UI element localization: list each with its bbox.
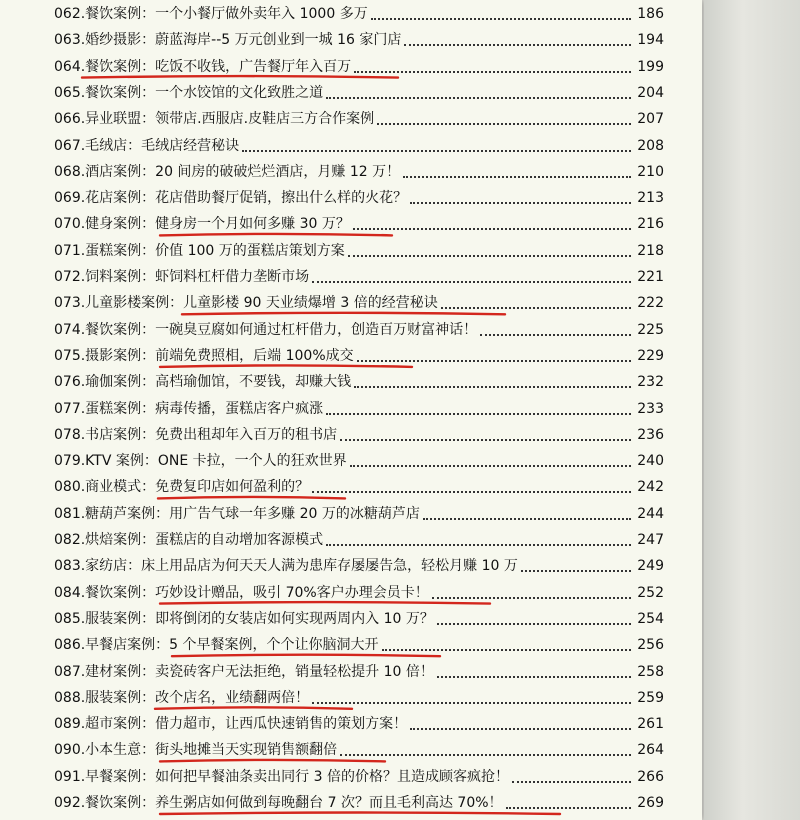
toc-entry[interactable] xyxy=(54,369,664,396)
dot-leader xyxy=(326,412,631,415)
toc-entry[interactable] xyxy=(54,264,664,291)
entry-number: 088. xyxy=(54,689,86,706)
dot-leader xyxy=(432,596,631,599)
entry-title: 瑜伽案例：高档瑜伽馆，不要钱，却赚大钱 xyxy=(85,374,352,391)
entry-page-number: 266 xyxy=(637,768,664,785)
dot-leader xyxy=(437,675,631,678)
entry-page-number: 247 xyxy=(637,532,664,548)
entry-number: 081. xyxy=(54,505,86,522)
entry-page-number: 232 xyxy=(637,374,664,391)
dot-leader xyxy=(410,201,631,204)
entry-page-number: 269 xyxy=(637,795,664,811)
toc-entry[interactable] xyxy=(54,580,664,607)
toc-entry[interactable] xyxy=(54,54,664,81)
entry-page-number: 256 xyxy=(637,637,664,654)
entry-page-number: 254 xyxy=(637,610,664,627)
toc-entry[interactable] xyxy=(54,396,664,423)
entry-title: 小本生意：街头地摊当天实现销售额翻倍 xyxy=(85,742,338,759)
entry-number: 069. xyxy=(54,190,86,207)
dot-leader xyxy=(242,149,631,152)
entry-number: 080. xyxy=(54,479,86,496)
toc-entry[interactable] xyxy=(54,553,664,580)
entry-page-number: 259 xyxy=(637,689,664,706)
entry-title: 餐饮案例：一个水饺馆的文化致胜之道 xyxy=(85,84,324,101)
dot-leader xyxy=(357,359,631,362)
entry-number: 078. xyxy=(54,426,86,443)
entry-number: 091. xyxy=(54,768,86,785)
dot-leader xyxy=(312,701,631,704)
dot-leader xyxy=(377,122,631,125)
entry-title: 蛋糕案例：病毒传播，蛋糕店客户疯涨 xyxy=(85,400,324,417)
toc-entry[interactable] xyxy=(54,790,664,817)
entry-page-number: 199 xyxy=(637,58,664,75)
entry-page-number: 233 xyxy=(637,400,664,417)
entry-title: 摄影案例：前端免费照相，后端 100%成交 xyxy=(85,347,354,364)
dot-leader xyxy=(371,17,631,20)
entry-number: 070. xyxy=(54,216,86,233)
entry-page-number: 240 xyxy=(637,453,664,470)
entry-number: 062. xyxy=(54,6,86,22)
entry-title: 餐饮案例：一个小餐厅做外卖年入 1000 多万 xyxy=(85,6,368,22)
entry-page-number: 216 xyxy=(637,216,664,233)
toc-entry[interactable] xyxy=(54,185,664,212)
toc-entry[interactable] xyxy=(54,317,664,344)
dot-leader xyxy=(512,780,631,783)
dot-leader xyxy=(403,175,631,178)
entry-number: 075. xyxy=(54,347,86,364)
entry-title: 早餐店案例：5 个早餐案例，个个让你脑洞大开 xyxy=(85,637,379,654)
entry-title: 蛋糕案例：价值 100 万的蛋糕店策划方案 xyxy=(85,242,345,259)
entry-title: 花店案例：花店借助餐厅促销，擦出什么样的火花？ xyxy=(85,190,408,207)
entry-number: 087. xyxy=(54,663,86,680)
entry-title: 婚纱摄影：蔚蓝海岸--5 万元创业到一城 16 家门店 xyxy=(85,32,402,49)
toc-entry[interactable] xyxy=(54,422,664,449)
dot-leader xyxy=(437,622,631,625)
entry-number: 079. xyxy=(54,453,86,470)
dot-leader xyxy=(326,96,631,99)
dot-leader xyxy=(350,464,631,467)
entry-number: 072. xyxy=(54,269,86,285)
entry-title: 餐饮案例：养生粥店如何做到每晚翻台 7 次？而且毛利高达 70%！ xyxy=(85,795,503,811)
entry-title: 餐饮案例：一碗臭豆腐如何通过杠杆借力，创造百万财富神话！ xyxy=(85,321,478,338)
entry-number: 085. xyxy=(54,610,86,627)
entry-number: 083. xyxy=(54,558,86,575)
entry-title: 儿童影楼案例：儿童影楼 90 天业绩爆增 3 倍的经营秘诀 xyxy=(85,295,438,312)
entry-page-number: 264 xyxy=(637,742,664,759)
toc-entry[interactable] xyxy=(54,711,664,738)
entry-title: 健身案例：健身房一个月如何多赚 30 万？ xyxy=(85,216,350,233)
dot-leader xyxy=(353,227,631,230)
entry-page-number: 210 xyxy=(637,163,664,180)
toc-entry[interactable] xyxy=(54,606,664,633)
toc-entry[interactable] xyxy=(54,501,664,528)
entry-number: 066. xyxy=(54,111,86,128)
entry-title: 酒店案例：20 间房的破破烂烂酒店，月赚 12 万！ xyxy=(85,163,401,180)
entry-page-number: 194 xyxy=(637,32,664,49)
entry-page-number: 225 xyxy=(637,321,664,338)
dot-leader xyxy=(423,517,631,520)
toc-entry[interactable] xyxy=(54,106,664,133)
entry-title: 烘焙案例：蛋糕店的自动增加客源模式 xyxy=(85,532,324,548)
toc-entry[interactable] xyxy=(54,527,664,554)
toc-entry[interactable] xyxy=(54,1,664,28)
toc-entry[interactable] xyxy=(54,80,664,107)
dot-leader xyxy=(506,806,631,809)
entry-number: 089. xyxy=(54,716,86,733)
toc-entry[interactable] xyxy=(54,290,664,317)
entry-number: 092. xyxy=(54,795,86,811)
entry-number: 071. xyxy=(54,242,86,259)
dot-leader xyxy=(312,490,631,493)
dot-leader xyxy=(340,753,631,756)
entry-title: 书店案例：免费出租却年入百万的租书店 xyxy=(85,426,338,443)
entry-page-number: 221 xyxy=(637,269,664,285)
entry-number: 063. xyxy=(54,32,86,49)
entry-title: 毛绒店：毛绒店经营秘诀 xyxy=(85,137,240,154)
entry-page-number: 258 xyxy=(637,663,664,680)
entry-number: 090. xyxy=(54,742,86,759)
entry-page-number: 213 xyxy=(637,190,664,207)
entry-title: 饲料案例：虾饲料杠杆借力垄断市场 xyxy=(85,269,310,285)
next-page-edge xyxy=(704,0,800,820)
entry-page-number: 186 xyxy=(637,6,664,22)
entry-page-number: 229 xyxy=(637,347,664,364)
toc-entry[interactable] xyxy=(54,632,664,659)
toc-entry[interactable] xyxy=(54,159,664,186)
entry-title: 服装案例：改个店名，业绩翻两倍！ xyxy=(85,689,310,706)
entry-number: 068. xyxy=(54,163,86,180)
dot-leader xyxy=(326,543,631,546)
dot-leader xyxy=(404,43,631,46)
dot-leader xyxy=(441,306,631,309)
toc-entry[interactable] xyxy=(54,238,664,265)
entry-page-number: 204 xyxy=(637,84,664,101)
entry-title: 建材案例：卖瓷砖客户无法拒绝，销量轻松提升 10 倍！ xyxy=(85,663,434,680)
entry-number: 084. xyxy=(54,584,86,601)
entry-title: 餐饮案例：巧妙设计赠品，吸引 70%客户办理会员卡！ xyxy=(85,584,429,601)
entry-title: 商业模式：免费复印店如何盈利的？ xyxy=(85,479,310,496)
toc-entry[interactable] xyxy=(54,737,664,764)
toc-entry[interactable] xyxy=(54,448,664,475)
dot-leader xyxy=(354,70,631,73)
dot-leader xyxy=(312,280,631,283)
toc-entry[interactable] xyxy=(54,764,664,791)
entry-title: 家纺店：床上用品店为何天天人满为患库存屡屡告急，轻松月赚 10 万 xyxy=(85,558,518,575)
toc-entry[interactable] xyxy=(54,659,664,686)
entry-number: 065. xyxy=(54,84,86,101)
entry-page-number: 252 xyxy=(637,584,664,601)
toc-entry[interactable] xyxy=(54,343,664,370)
entry-number: 077. xyxy=(54,400,86,417)
toc-entry[interactable] xyxy=(54,133,664,160)
dot-leader xyxy=(480,333,631,336)
toc-entry[interactable] xyxy=(54,685,664,712)
entry-page-number: 261 xyxy=(637,716,664,733)
dot-leader xyxy=(340,438,631,441)
entry-title: 服装案例：即将倒闭的女装店如何实现两周内入 10 万？ xyxy=(85,610,434,627)
entry-number: 064. xyxy=(54,58,86,75)
entry-number: 076. xyxy=(54,374,86,391)
entry-page-number: 207 xyxy=(637,111,664,128)
entry-title: 超市案例：借力超市，让西瓜快速销售的策划方案！ xyxy=(85,716,408,733)
entry-page-number: 222 xyxy=(637,295,664,312)
toc-entry[interactable] xyxy=(54,474,664,501)
entry-number: 086. xyxy=(54,637,86,654)
toc-entry[interactable] xyxy=(54,211,664,238)
entry-page-number: 218 xyxy=(637,242,664,259)
entry-title: 糖葫芦案例：用广告气球一年多赚 20 万的冰糖葫芦店 xyxy=(85,505,420,522)
dot-leader xyxy=(382,648,631,651)
entry-title: 餐饮案例：吃饭不收钱，广告餐厅年入百万 xyxy=(85,58,352,75)
entry-page-number: 208 xyxy=(637,137,664,154)
toc-entry[interactable] xyxy=(54,27,664,54)
entry-page-number: 242 xyxy=(637,479,664,496)
entry-number: 067. xyxy=(54,137,86,154)
entry-title: KTV 案例：ONE 卡拉，一个人的狂欢世界 xyxy=(85,453,347,470)
entry-number: 082. xyxy=(54,532,86,548)
entry-page-number: 236 xyxy=(637,426,664,443)
dot-leader xyxy=(521,569,631,572)
dot-leader xyxy=(348,254,631,257)
entry-title: 异业联盟：领带店.西服店.皮鞋店三方合作案例 xyxy=(85,111,375,128)
entry-page-number: 249 xyxy=(637,558,664,575)
entry-page-number: 244 xyxy=(637,505,664,522)
dot-leader xyxy=(410,727,631,730)
dot-leader xyxy=(354,385,631,388)
entry-number: 073. xyxy=(54,295,86,312)
entry-title: 早餐案例：如何把早餐油条卖出同行 3 倍的价格？且造成顾客疯抢！ xyxy=(85,768,509,785)
entry-number: 074. xyxy=(54,321,86,338)
